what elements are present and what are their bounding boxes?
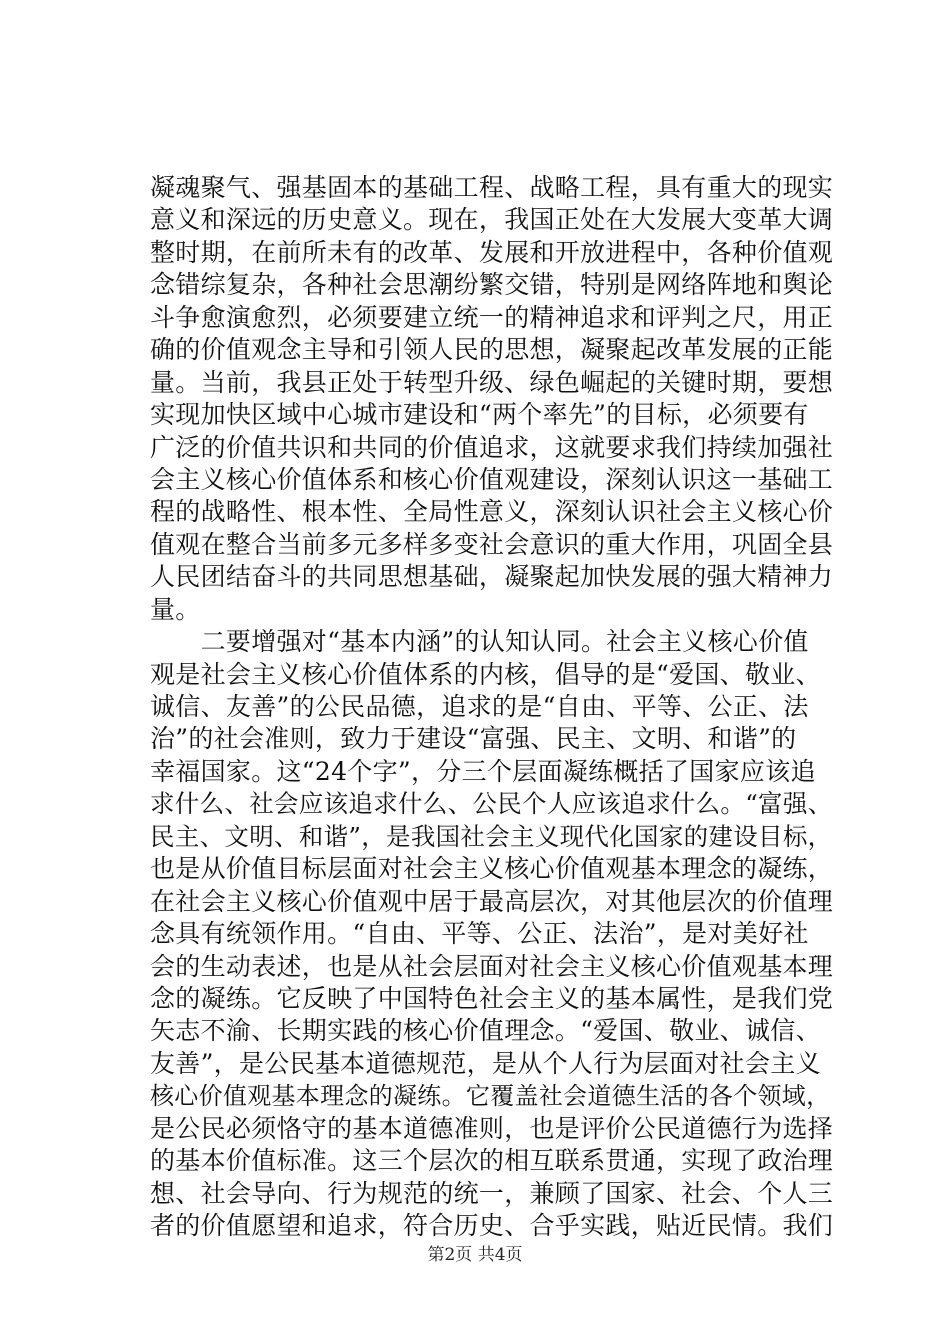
text-line: 会主义核心价值体系和核心价值观建设，深刻认识这一基础工 xyxy=(150,464,834,494)
text-line: 是公民必须恪守的基本道德准则，也是评价公民道德行为选择 xyxy=(150,1113,834,1143)
text-line: 程的战略性、根本性、全局性意义，深刻认识社会主义核心价 xyxy=(150,497,834,527)
text-line: 意义和深远的历史意义。现在，我国正处在大发展大变革大调 xyxy=(150,205,834,235)
text-line: 人民团结奋斗的共同思想基础，凝聚起加快发展的强大精神力 xyxy=(150,562,834,592)
text-line: 量。 xyxy=(150,594,201,624)
text-line: 诚信、友善”的公民品德，追求的是“自由、平等、公正、法 xyxy=(150,692,809,721)
text-line: 量。当前，我县正处于转型升级、绿色崛起的关键时期，要想 xyxy=(150,367,834,397)
text-line: 治”的社会准则，致力于建设“富强、民主、文明、和谐”的 xyxy=(150,724,797,754)
text-line: 核心价值观基本理念的凝练。它覆盖社会道德生活的各个领域， xyxy=(150,1082,831,1111)
text-line: 念具有统领作用。“自由、平等、公正、法治”，是对美好社 xyxy=(150,919,809,949)
text-line: 确的价值观念主导和引领人民的思想，凝聚起改革发展的正能 xyxy=(150,335,834,365)
text-line: 会的生动表述，也是从社会层面对社会主义核心价值观基本理 xyxy=(150,951,834,981)
text-line: 友善”，是公民基本道德规范，是从个人行为层面对社会主义 xyxy=(150,1048,821,1078)
text-line: 幸福国家。这“24个字”，分三个层面凝练概括了国家应该追 xyxy=(150,756,816,786)
text-line: 值观在整合当前多元多样多变社会意识的重大作用，巩固全县 xyxy=(150,529,834,559)
text-line: 二要增强对“基本内涵”的认知认同。社会主义核心价值 xyxy=(150,627,809,657)
text-line: 念的凝练。它反映了中国特色社会主义的基本属性，是我们党 xyxy=(150,983,834,1013)
text-line: 斗争愈演愈烈，必须要建立统一的精神追求和评判之尺，用正 xyxy=(150,302,834,332)
text-line: 矢志不渝、长期实践的核心价值理念。“爱国、敬业、诚信、 xyxy=(150,1016,821,1046)
text-line: 实现加快区域中心城市建设和“两个率先”的目标，必须要有 xyxy=(150,400,809,430)
text-line: 念错综复杂，各种社会思潮纷繁交错，特别是网络阵地和舆论 xyxy=(150,270,834,300)
text-line: 求什么、社会应该追求什么、公民个人应该追求什么。“富强、 xyxy=(150,789,833,819)
text-line: 想、社会导向、行为规范的统一，兼顾了国家、社会、个人三 xyxy=(150,1178,834,1208)
text-line: 广泛的价值共识和共同的价值追求，这就要求我们持续加强社 xyxy=(150,432,834,462)
text-line: 在社会主义核心价值观中居于最高层次，对其他层次的价值理 xyxy=(150,886,834,916)
page-footer: 第2页 共4页 xyxy=(427,1245,523,1265)
text-line: 民主、文明、和谐”，是我国社会主义现代化国家的建设目标， xyxy=(150,821,833,851)
text-line: 也是从价值目标层面对社会主义核心价值观基本理念的凝练， xyxy=(150,854,834,884)
text-line: 观是社会主义核心价值体系的内核，倡导的是“爱国、敬业、 xyxy=(150,659,821,689)
text-line: 整时期，在前所未有的改革、发展和开放进程中，各种价值观 xyxy=(150,237,834,267)
body-text xyxy=(150,172,834,1242)
text-line: 者的价值愿望和追求，符合历史、合乎实践，贴近民情。我们 xyxy=(150,1211,834,1240)
text-line: 的基本价值标准。这三个层次的相互联系贯通，实现了政治理 xyxy=(150,1146,834,1176)
text-line: 凝魂聚气、强基固本的基础工程、战略工程，具有重大的现实 xyxy=(150,173,834,202)
